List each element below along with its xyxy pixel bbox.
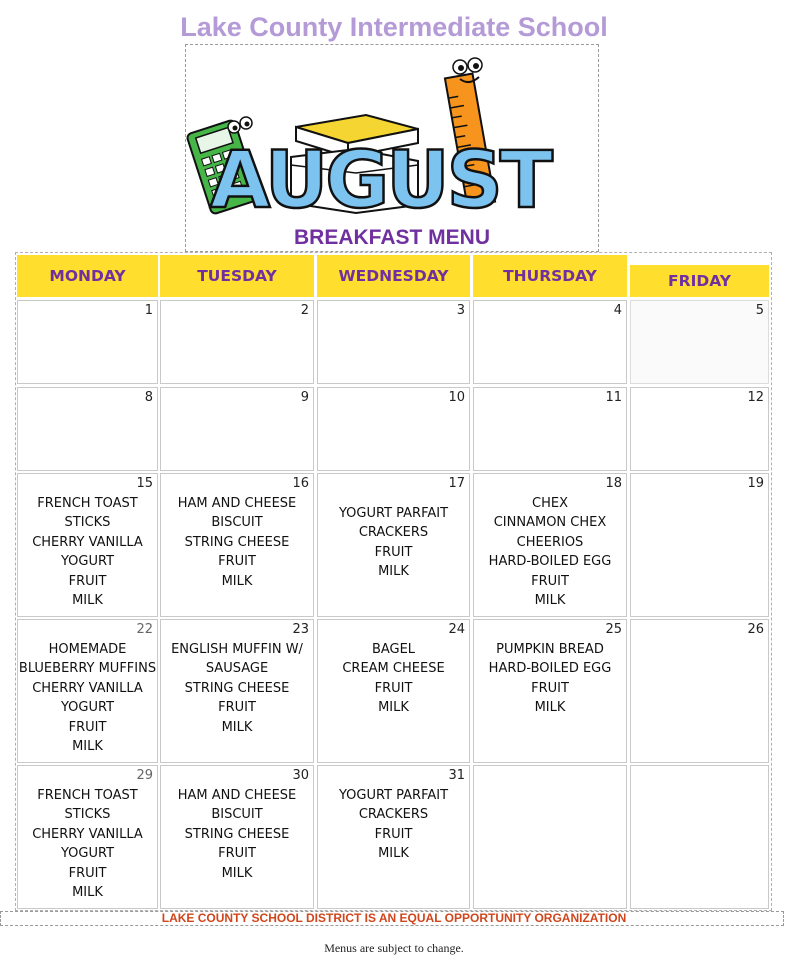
menu-item: FRUIT xyxy=(374,826,413,842)
menu-item: CRACKERS xyxy=(358,807,429,823)
menu-item: CHEX xyxy=(532,496,568,511)
day-number: 31 xyxy=(448,768,465,783)
menu-item: YOGURT PARFAIT xyxy=(338,788,449,803)
menu-item: FRUIT xyxy=(374,544,413,560)
menu-item: YOGURT xyxy=(60,846,115,862)
day-header-wednesday: WEDNESDAY xyxy=(317,255,470,297)
menu-item: CHERRY VANILLA xyxy=(32,680,143,696)
menu-item: CHEERIOS xyxy=(516,534,584,550)
calendar-day-cell xyxy=(17,387,158,471)
calendar-day-cell xyxy=(473,387,627,471)
menu-item: STRING CHEESE xyxy=(184,680,290,696)
day-number: 25 xyxy=(605,622,622,637)
menu-item: BAGEL xyxy=(371,642,416,657)
menu-item: YOGURT PARFAIT xyxy=(338,506,449,521)
day-number: 24 xyxy=(448,622,465,637)
menu-item: HOMEMADE xyxy=(48,642,127,657)
menu-items xyxy=(18,640,157,756)
day-header-thursday: THURSDAY xyxy=(473,255,627,297)
calendar-day-cell xyxy=(473,473,627,617)
menu-item: STICKS xyxy=(64,515,111,531)
menu-item: STRING CHEESE xyxy=(184,826,290,842)
calendar-day-cell xyxy=(473,765,627,909)
menu-item: HARD-BOILED EGG xyxy=(488,661,612,677)
menu-item: CHERRY VANILLA xyxy=(32,826,143,842)
menu-item: MILK xyxy=(72,593,103,609)
calendar-day-cell xyxy=(160,473,314,617)
menu-item: HAM AND CHEESE xyxy=(177,496,297,511)
calendar-day-cell xyxy=(160,387,314,471)
day-number: 29 xyxy=(136,768,153,783)
menu-item: FRUIT xyxy=(531,680,569,696)
day-number: 4 xyxy=(613,303,622,318)
breakfast-calendar xyxy=(15,252,772,911)
day-number: 10 xyxy=(448,390,465,405)
menu-item: CINNAMON CHEX xyxy=(493,515,607,531)
menu-item: FRUIT xyxy=(218,700,256,716)
calendar-day-cell xyxy=(160,765,314,909)
menu-item: PUMPKIN BREAD xyxy=(496,642,604,657)
menu-item: MILK xyxy=(378,700,409,716)
calendar-day-cell xyxy=(630,765,769,909)
day-number: 30 xyxy=(292,768,309,783)
menu-change-note: Menus are subject to change. xyxy=(324,941,464,955)
calendar-day-cell xyxy=(317,765,470,909)
menu-items xyxy=(161,786,313,883)
calendar-day-cell xyxy=(317,300,470,384)
menu-item: FRUIT xyxy=(218,554,256,570)
menu-item: BLUEBERRY MUFFINS xyxy=(18,661,157,677)
menu-item: STRING CHEESE xyxy=(184,534,290,550)
calendar-day-cell xyxy=(317,473,470,617)
august-clipart xyxy=(186,45,598,251)
menu-item: FRUIT xyxy=(218,846,256,862)
day-number: 9 xyxy=(300,390,309,405)
calendar-day-cell xyxy=(473,300,627,384)
calendar-day-cell xyxy=(317,387,470,471)
school-title: Lake County Intermediate School xyxy=(180,12,608,42)
menu-item: HARD-BOILED EGG xyxy=(488,554,612,570)
menu-item: BISCUIT xyxy=(211,807,263,823)
menu-item: CRACKERS xyxy=(358,525,429,541)
menu-item: YOGURT xyxy=(60,700,115,716)
menu-items xyxy=(474,494,626,610)
menu-items xyxy=(474,640,626,718)
menu-item: MILK xyxy=(72,739,103,755)
menu-item: MILK xyxy=(221,573,253,589)
day-number: 23 xyxy=(292,622,309,637)
menu-items xyxy=(318,786,469,864)
menu-items xyxy=(318,640,469,718)
menu-item: CREAM CHEESE xyxy=(342,661,445,677)
menu-item: FRUIT xyxy=(68,573,107,589)
menu-item: MILK xyxy=(221,719,253,735)
day-number: 8 xyxy=(144,390,153,405)
menu-item: FRUIT xyxy=(68,719,107,735)
day-number: 26 xyxy=(747,622,764,637)
calendar-day-cell xyxy=(473,619,627,763)
menu-item: FRUIT xyxy=(374,680,413,696)
menu-title: BREAKFAST MENU xyxy=(293,226,490,249)
menu-item: STICKS xyxy=(64,807,111,823)
calendar-day-cell xyxy=(17,619,158,763)
menu-item: MILK xyxy=(378,846,409,862)
day-number: 18 xyxy=(605,476,622,491)
menu-item: HAM AND CHEESE xyxy=(177,788,297,803)
day-number: 2 xyxy=(300,303,309,318)
month-title: AUGUST xyxy=(209,136,551,226)
menu-items xyxy=(318,504,469,582)
day-number: 15 xyxy=(136,476,153,491)
menu-item: MILK xyxy=(534,700,566,716)
calendar-day-cell xyxy=(160,619,314,763)
day-number: 11 xyxy=(605,390,622,405)
menu-items xyxy=(161,494,313,591)
day-header-friday: FRIDAY xyxy=(630,265,769,297)
day-number: 19 xyxy=(747,476,764,491)
menu-items xyxy=(18,786,157,902)
calendar-day-cell xyxy=(17,765,158,909)
day-number: 12 xyxy=(747,390,764,405)
calendar-day-cell xyxy=(630,387,769,471)
calendar-day-cell xyxy=(630,473,769,617)
menu-item: SAUSAGE xyxy=(205,661,269,677)
menu-item: FRUIT xyxy=(68,865,107,881)
menu-item: MILK xyxy=(378,564,409,580)
day-number: 1 xyxy=(144,303,153,318)
menu-item: BISCUIT xyxy=(211,515,263,531)
menu-item: YOGURT xyxy=(60,554,115,570)
header-graphic-frame xyxy=(185,44,599,252)
calendar-day-cell xyxy=(630,619,769,763)
calendar-day-cell xyxy=(17,473,158,617)
day-number: 3 xyxy=(456,303,465,318)
day-header-tuesday: TUESDAY xyxy=(160,255,314,297)
day-number: 17 xyxy=(448,476,465,491)
menu-item: MILK xyxy=(534,593,566,609)
menu-item: FRENCH TOAST xyxy=(37,788,138,803)
equal-opportunity-statement: LAKE COUNTY SCHOOL DISTRICT IS AN EQUAL OPPORTUNITY ORGANIZATION xyxy=(161,911,627,925)
menu-item: FRUIT xyxy=(531,573,569,589)
day-number: 22 xyxy=(136,622,153,637)
calendar-day-cell xyxy=(630,300,769,384)
day-header-monday: MONDAY xyxy=(17,255,158,297)
day-number: 5 xyxy=(755,303,764,318)
calendar-day-cell xyxy=(317,619,470,763)
menu-item: FRENCH TOAST xyxy=(37,496,138,511)
menu-items xyxy=(161,640,313,737)
menu-items xyxy=(18,494,157,610)
day-number: 16 xyxy=(292,476,309,491)
menu-item: MILK xyxy=(72,885,103,901)
menu-item: CHERRY VANILLA xyxy=(32,534,143,550)
calendar-day-cell xyxy=(160,300,314,384)
calendar-day-cell xyxy=(17,300,158,384)
menu-item: MILK xyxy=(221,865,253,881)
menu-item: ENGLISH MUFFIN W/ xyxy=(171,642,303,657)
